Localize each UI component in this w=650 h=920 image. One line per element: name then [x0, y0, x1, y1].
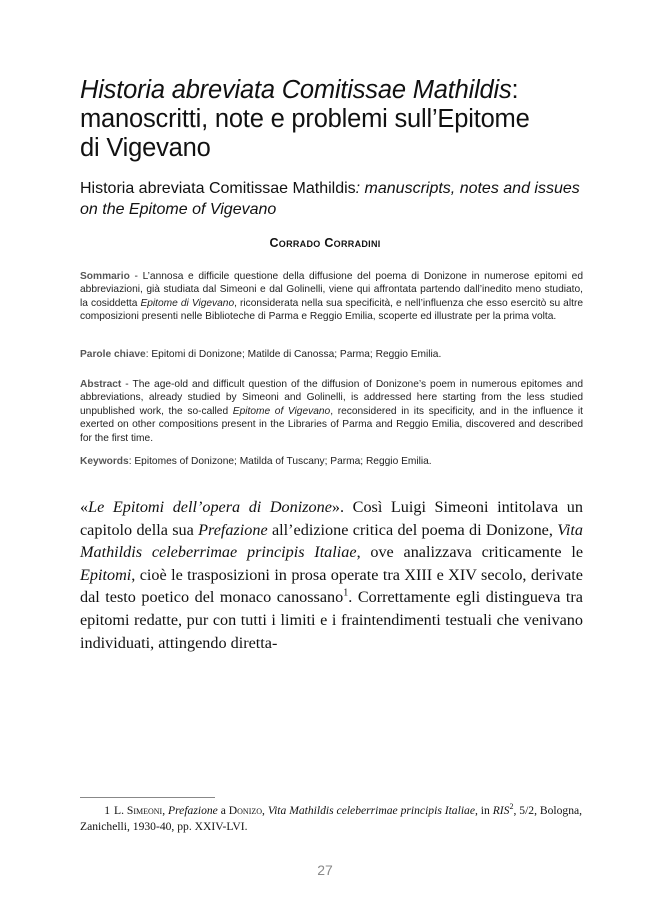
footnote-text-3: , 5/2, Bologna, Zanichelli, 1930-40, pp. XXIV-LVI. — [80, 804, 583, 833]
subtitle-upright-part: Historia abreviata Comitissae Mathildis — [80, 180, 356, 197]
sommario-italic: Epitome di Vigevano — [140, 297, 235, 309]
article-subtitle — [80, 178, 590, 220]
footnote — [80, 803, 583, 835]
body-italic-4: Epitomi — [80, 565, 132, 584]
parole-chiave-text: : Epitomi di Donizone; Matilde di Canossa; Parma; Reggio Emilia. — [145, 349, 442, 360]
body-text-2: all’edizione critica del poema di Donizone, — [267, 520, 558, 539]
footnote-superscript: 2 — [509, 802, 514, 812]
sommario-label: Sommario — [80, 271, 130, 282]
abstract-text-before: - The age-old and difficult question of the diffusion of Donizone’s poem in numerous epitomes and abbreviations, already studied by Simeoni and Golinelli, is addressed here starting from the less studied unpublished work, the so-called — [80, 379, 583, 417]
title-italic-part: Historia abreviata Comitissae Mathildis — [80, 76, 512, 104]
title-line2: di Vigevano — [80, 134, 211, 162]
body-text-1: ». Così Luigi Simeoni intitolava un capitolo della sua — [80, 498, 583, 539]
footnote-reference[interactable]: 1 — [343, 587, 349, 599]
footnote-text-1: a — [217, 804, 229, 817]
keywords-paragraph — [80, 455, 583, 468]
footnote-sep-2: , — [262, 804, 268, 817]
sommario-text-before: - L’annosa e difficile questione della diffusione del poema di Donizone in numerose epitomi ed abbreviazioni, già studiata dal Simeoni e dal Golinelli, viene qui affrontata partendo dall’inedito meno studiato, la cosiddetta — [80, 271, 583, 309]
body-text-3: , ove analizzava criticamente le — [356, 543, 583, 562]
footnote-author: L. Simeoni — [114, 804, 163, 817]
author-name: Corrado Corradini — [269, 236, 381, 250]
keywords-text: : Epitomes of Donizone; Matilda of Tuscany; Parma; Reggio Emilia. — [128, 456, 432, 467]
body-italic-1: Le Epitomi dell’opera di Donizone — [88, 498, 332, 516]
footnote-donizo: Donizo — [228, 804, 263, 817]
body-paragraph — [80, 496, 583, 654]
footnote-italic-1: Prefazione — [168, 804, 218, 817]
footnote-italic-2: Vita Mathildis celeberrimae principis Italiae — [267, 804, 475, 817]
body-text-4: , cioè le trasposizioni in prosa operate tra XIII e XIV secolo, derivate dal testo poetico del monaco canossano — [80, 565, 583, 607]
parole-chiave-label: Parole chiave — [80, 349, 146, 360]
footnote-italic-3: RIS — [492, 804, 510, 817]
sommario-paragraph — [80, 270, 583, 324]
subtitle-italic-part: : manuscripts, notes and issues on the Epitome of Vigevano — [80, 180, 580, 218]
page-number: 27 — [317, 862, 333, 878]
abstract-paragraph — [80, 378, 583, 445]
abstract-italic: Epitome of Vigevano — [232, 405, 331, 417]
keywords-label: Keywords — [80, 456, 129, 467]
abstract-text-after: , reconsidered in its specificity, and in the influence it exerted on other compositions present in the Libraries of Parma and Reggio Emilia, discovered and described for the first time. — [80, 405, 584, 444]
body-italic-3: Vita Mathildis celeberrimae principis Italiae — [80, 520, 583, 562]
title-line1-rest: manoscritti, note e problemi sull’Epitome — [80, 105, 530, 133]
body-italic-2: Prefazione — [198, 520, 268, 539]
footnote-number: 1 — [104, 804, 110, 817]
parole-chiave-paragraph — [80, 348, 583, 361]
footnote-sep-1: , — [162, 804, 169, 817]
footnote-rule — [80, 797, 215, 798]
article-title — [80, 76, 580, 163]
footnote-text-2: , in — [475, 804, 493, 817]
title-colon: : — [511, 76, 519, 104]
abstract-label: Abstract — [80, 379, 122, 390]
sommario-text-after: , riconsiderata nella sua specificità, e nell’influenza che esso esercitò su altre composizioni presenti nelle Biblioteche di Parma e Reggio Emilia, scoperte ed illustrate per la prima volta. — [80, 297, 584, 323]
body-text-5: . Correttamente egli distingueva tra epitomi redatte, pur con tutti i limiti e i fraintendimenti testuali che venivano individuati, attingendo diretta- — [80, 588, 583, 652]
body-open-quote: « — [80, 498, 89, 516]
